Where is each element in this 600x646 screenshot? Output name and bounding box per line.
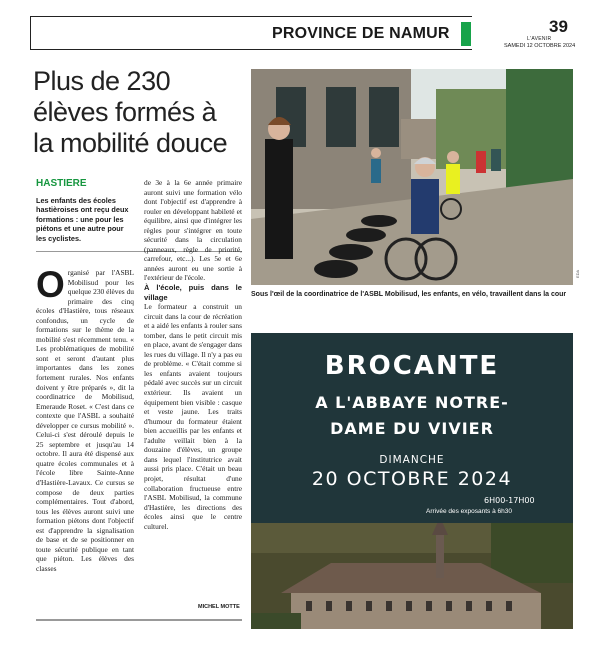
page-number: 39 (549, 17, 568, 36)
divider (36, 619, 242, 621)
brocante-advertisement (251, 333, 573, 629)
article-body-2a: de 3e à la 6e année primaire auront suivi une formation vélo dont l'objectif est d'apprendre à rouler en développant habileté et équilibre, ainsi que d'intégrer les règles pour s'intégrer en toute sécurité dans la circulation (panneaux, règle de priorité, carrefour, etc...). Les 5e et 6e années auront eu une sortie à l'extérieur de l'école. (144, 178, 242, 283)
article-subhead: À l'école, puis dans le village (144, 283, 242, 302)
photo-credit: EDA (575, 269, 580, 278)
ad-arrival-note: Arrivée des exposants à 6h30 (426, 508, 512, 515)
ad-subtitle (251, 390, 573, 442)
photo-caption: Sous l'œil de la coordinatrice de l'ASBL Mobilisud, les enfants, en vélo, travaillent dans la cour (251, 291, 567, 298)
ad-subtitle-line-2: DAME DU VIVIER (330, 419, 494, 438)
article-body-1: rganisé par l'ASBL Mobilisud pour les quelque 230 élèves du primaire des cinq écoles d'Hastière, tous réseaux confondus, un cycle de formations sur le thème de la mobilité s'est récemment tenu. « Les problématiques de mobilité sont et seront d'autant plus importantes dans les zones fortement rurales. Nos enfants doivent y être préparés », dit la coordinatrice de Mobilisud, Emeraude Roset. « C'est dans ce contexte que l'ASBL a souhaité développer ce cursus mobilité ». Celui-ci s'est déroulé depuis le 25 septembre et jusqu'au 14 octobre. Il aura été dispensé aux quatre écoles communales et à l'école libre Sainte-Anne d'Hastière-Lavaux. Ce cursus se compose de deux parties complémentaires. Tout d'abord, tous les élèves auront suivi une formation piétons dont l'objectif est d'apprendre la signalisation de base et de se positionner en toute sécurité publique en tant que piéton. Les élèves des classes (36, 268, 134, 573)
ad-title: BROCANTE (324, 351, 500, 381)
article-column-1 (36, 264, 134, 574)
article-photo (251, 69, 573, 285)
abbey-photo (251, 523, 573, 629)
article-lead: Les enfants des écoles hastièroises ont reçu deux formations : une pour les piétons et une autre pour les cyclistes. (36, 196, 129, 243)
article-body-2b: Le formateur a construit un circuit dans la cour de récréation et a aidé les enfants à rouler sans tomber, dans le petit circuit mis en place, avant de s'engager dans les rues du village. Il n'y a pas eu de problème. « C'était comme si les enfants avaient toujours pédalé avec succès sur un circuit extérieur. Ils avaient un équipement bien visible : casque et veste jaune. Les traits d'humour du formateur étaient bien accueillis par les enfants et l'adulte veillait bien à la douzaine d'élèves, un groupe dans lequel l'institutrice avait aussi pris place. C'était un beau projet, résultat d'une collaboration fructueuse entre l'ASBL Mobilisud, la commune d'Hastière, les directions des écoles ainsi que le centre culturel. (144, 302, 242, 531)
ad-subtitle-line-1: A L'ABBAYE NOTRE- (315, 393, 509, 412)
article-column-2 (144, 178, 242, 531)
section-title: PROVINCE DE NAMUR (272, 25, 450, 42)
ad-hours: 6H00-17H00 (484, 496, 535, 505)
drop-cap: O (36, 264, 65, 305)
byline: MICHEL MOTTE (198, 604, 240, 610)
section-color-tab (461, 22, 471, 46)
article-kicker: HASTIERE (36, 178, 87, 189)
ad-date: 20 OCTOBRE 2024 (311, 468, 513, 490)
article-headline: Plus de 230 élèves formés à la mobilité douce (33, 66, 228, 158)
issue-date: SAMEDI 12 OCTOBRE 2024 (504, 43, 576, 49)
ad-day: DIMANCHE (379, 454, 445, 466)
newspaper-name: L'AVENIR (527, 36, 552, 42)
cycling-schoolyard-illustration (251, 69, 573, 285)
